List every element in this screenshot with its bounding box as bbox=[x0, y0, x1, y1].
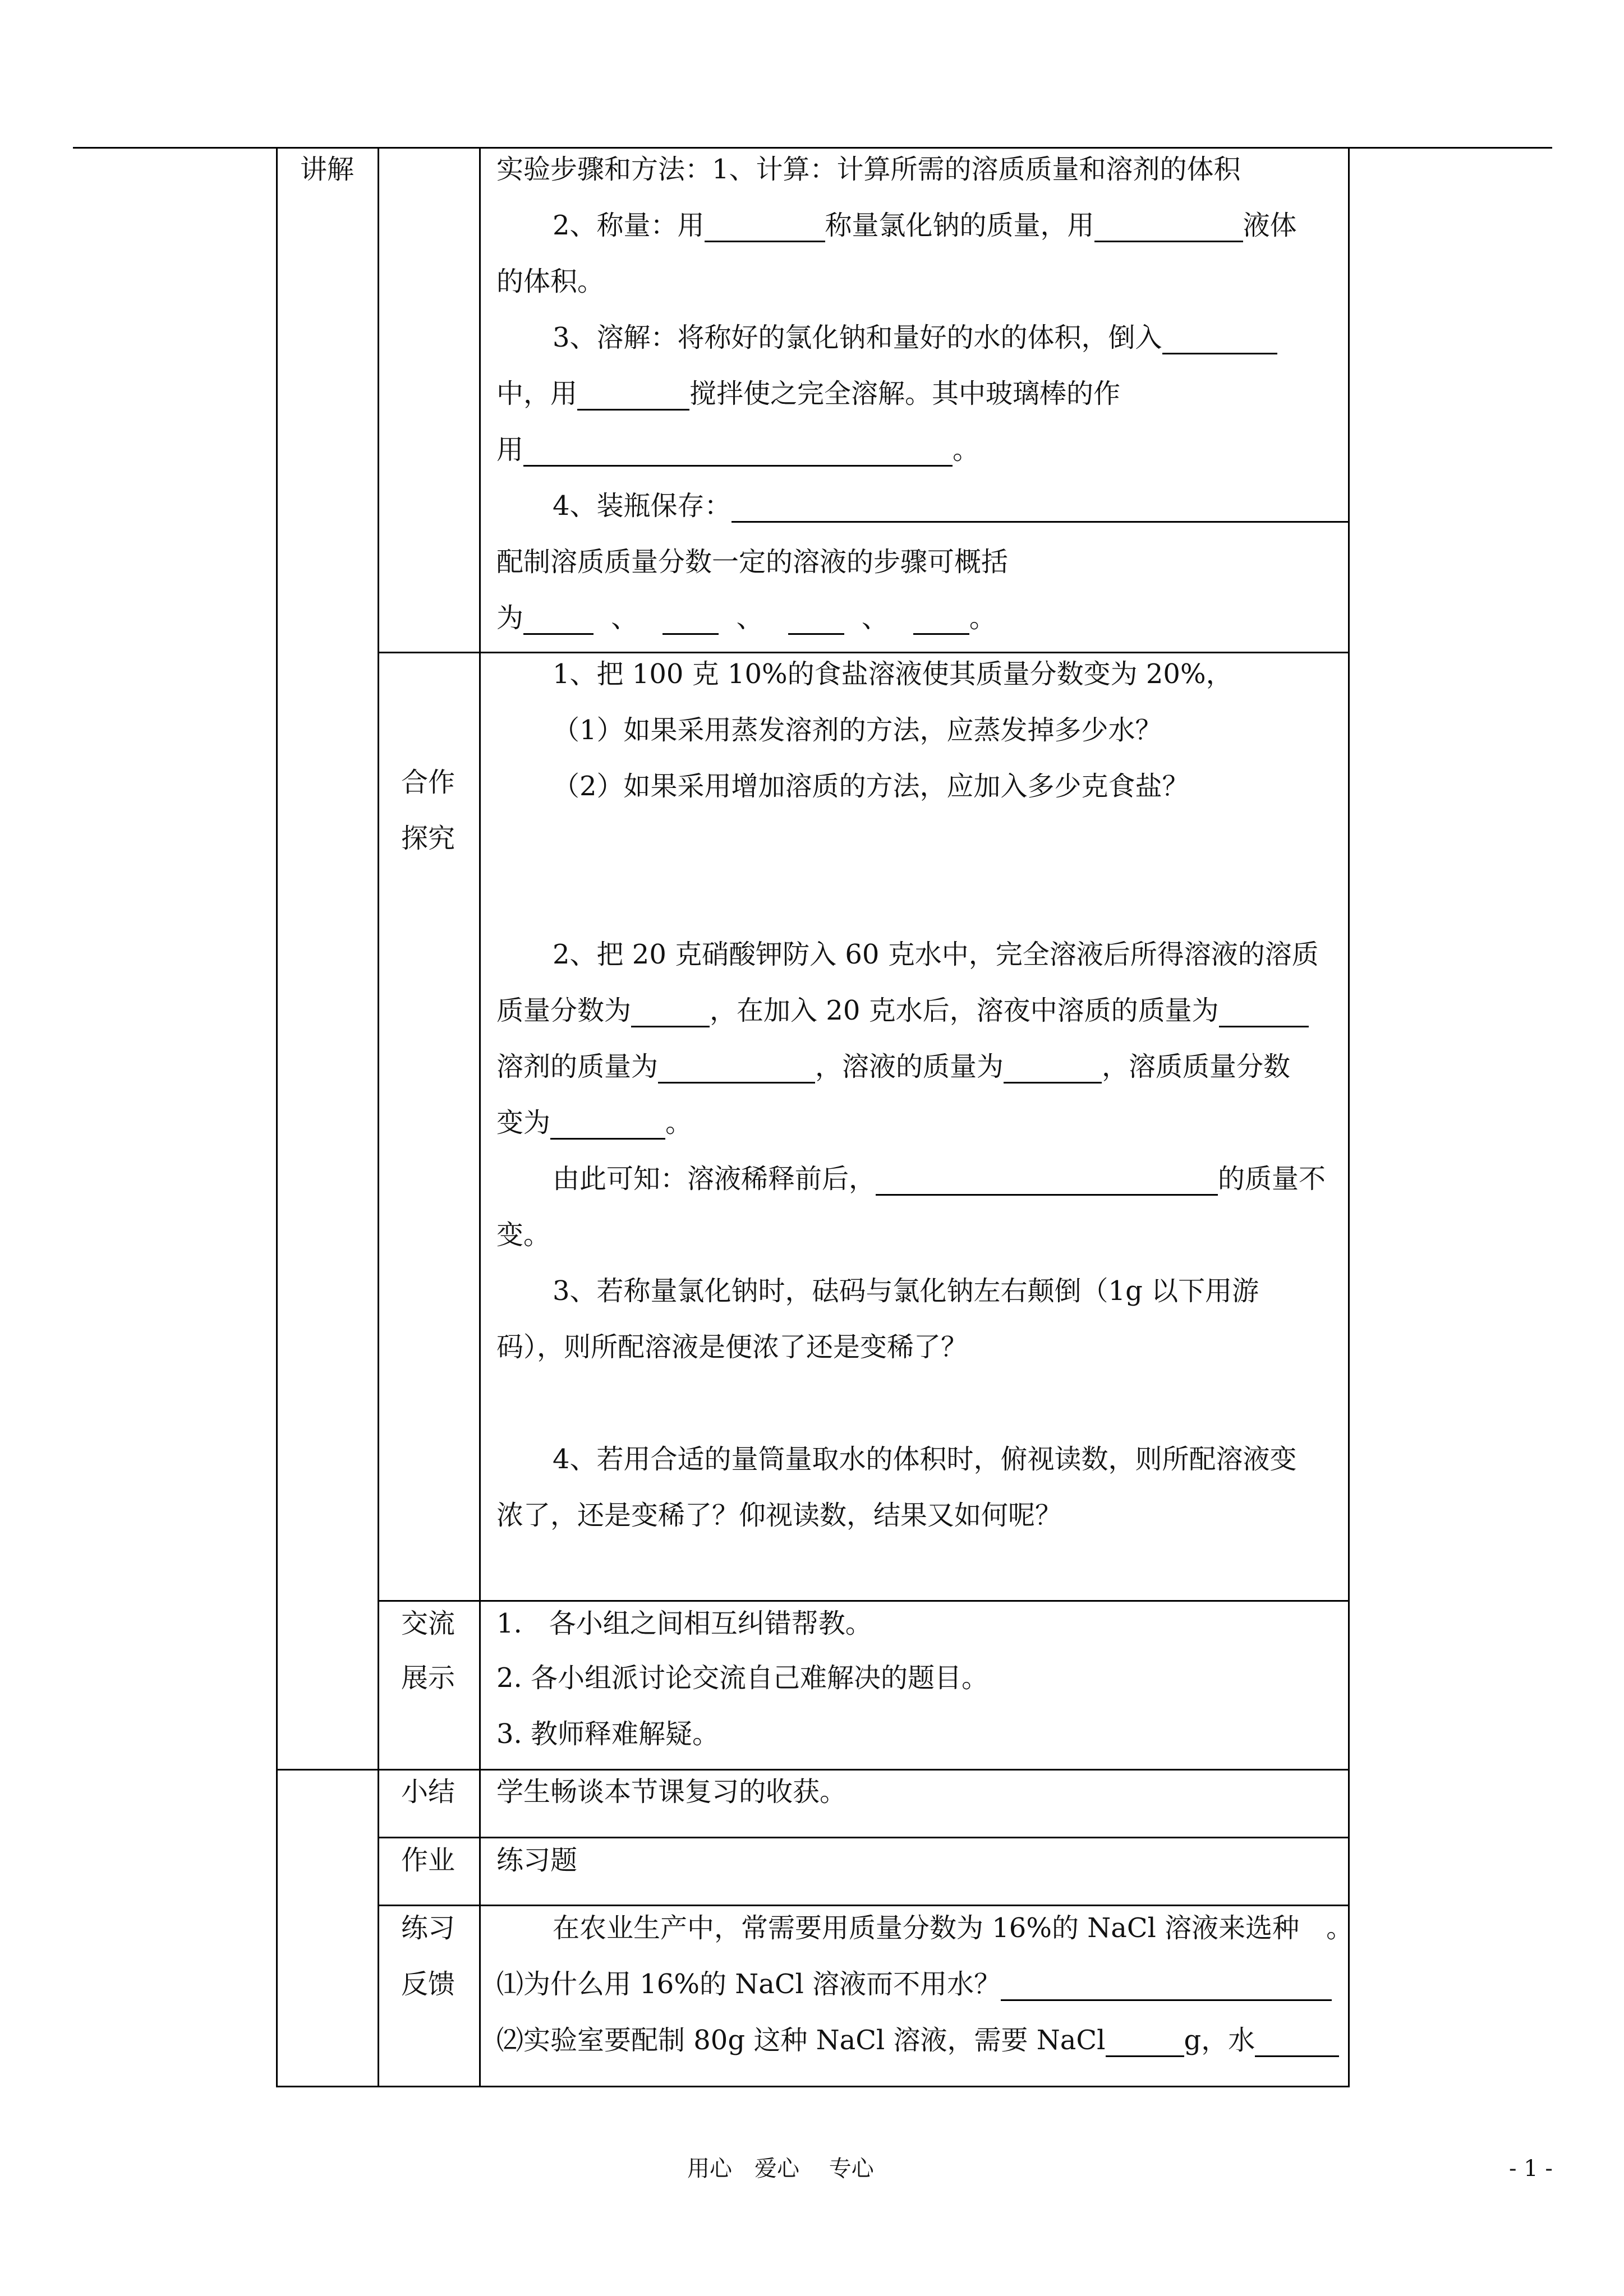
blank-water-mass[interactable] bbox=[1255, 2027, 1339, 2057]
blank-step-1[interactable] bbox=[523, 605, 594, 635]
row-divider-1 bbox=[378, 652, 1350, 653]
blank-solution-mass[interactable] bbox=[1004, 1054, 1102, 1084]
label-hezuo-1: 合作 bbox=[401, 767, 456, 798]
step-dissolve: 3、溶解：将称好的氯化钠和量好的水的体积，倒入 bbox=[553, 321, 1277, 354]
question-1b: （2）如果采用增加溶质的方法，应加入多少克食盐？ bbox=[553, 771, 1189, 802]
header-rule bbox=[73, 147, 1552, 149]
blank-measure-tool[interactable] bbox=[1094, 213, 1243, 242]
table-col2-border bbox=[479, 147, 481, 2087]
feedback-q1: ⑴为什么用 16%的 NaCl 溶液而不用水？ bbox=[496, 1967, 1332, 2001]
blank-invariant[interactable] bbox=[876, 1166, 1218, 1196]
question-2b: 质量分数为 ，在加入 20 克水后，溶夜中溶质的质量为 bbox=[496, 994, 1309, 1027]
question-2d: 变为 。 bbox=[496, 1107, 693, 1138]
question-3a: 3、若称量氯化钠时，砝码与氯化钠左右颠倒（1g 以下用游 bbox=[553, 1275, 1259, 1307]
blank-mass-fraction[interactable] bbox=[631, 998, 710, 1027]
feedback-intro: 在农业生产中，常需要用质量分数为 16%的 NaCl 溶液来选种 。 bbox=[553, 1912, 1354, 1944]
label-jiangjie: 讲解 bbox=[300, 154, 355, 185]
exchange-item-1: 1. 各小组之间相互纠错帮教。 bbox=[496, 1608, 872, 1639]
question-2c: 溶剂的质量为 ，溶液的质量为 ，溶质质量分数 bbox=[496, 1051, 1291, 1082]
row-divider-3 bbox=[276, 1769, 1350, 1771]
question-1: 1、把 100 克 10%的食盐溶液使其质量分数变为 20%， bbox=[553, 658, 1233, 690]
blank-step-3[interactable] bbox=[788, 605, 844, 635]
step-dissolve-role: 用 。 bbox=[496, 434, 980, 465]
homework-text: 练习题 bbox=[496, 1845, 578, 1876]
step-weigh: 2、称量：用 称量氯化钠的质量，用 液体 bbox=[553, 210, 1297, 241]
table-col1-border bbox=[378, 147, 379, 2087]
blank-new-fraction[interactable] bbox=[550, 1110, 665, 1140]
label-jiaoliu-2: 展示 bbox=[401, 1662, 456, 1694]
blank-step-2[interactable] bbox=[663, 605, 719, 635]
label-jiaoliu-1: 交流 bbox=[401, 1608, 456, 1639]
blank-why-nacl[interactable] bbox=[1001, 1971, 1332, 2001]
label-hezuo-2: 探究 bbox=[401, 823, 456, 854]
footer-motto: 用心 爱心 专心 bbox=[687, 2156, 874, 2182]
question-3b: 码），则所配溶液是便浓了还是变稀了？ bbox=[496, 1331, 968, 1363]
steps-summary: 配制溶质质量分数一定的溶液的步骤可概括 bbox=[496, 546, 1009, 578]
question-2: 2、把 20 克硝酸钾防入 60 克水中，完全溶液后所得溶液的溶质 bbox=[553, 939, 1319, 970]
blank-stir-tool[interactable] bbox=[577, 381, 689, 411]
step-weigh-cont: 的体积。 bbox=[496, 266, 605, 297]
question-2e: 由此可知：溶液稀释前后， 的质量不 bbox=[553, 1163, 1326, 1195]
label-zuoye: 作业 bbox=[401, 1845, 456, 1876]
step-intro: 实验步骤和方法：1、计算：计算所需的溶质质量和溶剂的体积 bbox=[496, 154, 1241, 185]
label-lianxi-1: 练习 bbox=[401, 1912, 456, 1944]
page-number: - 1 - bbox=[1509, 2156, 1553, 2182]
question-1a: （1）如果采用蒸发溶剂的方法，应蒸发掉多少水？ bbox=[553, 714, 1162, 746]
exchange-item-2: 2. 各小组派讨论交流自己难解决的题目。 bbox=[496, 1662, 989, 1694]
row-divider-4 bbox=[378, 1837, 1350, 1838]
row-divider-2 bbox=[378, 1600, 1350, 1602]
row-divider-5 bbox=[378, 1905, 1350, 1906]
steps-summary-blanks: 为 、 、 、 。 bbox=[496, 602, 996, 634]
blank-nacl-mass[interactable] bbox=[1106, 2027, 1184, 2057]
table-right-border bbox=[1348, 147, 1350, 2087]
question-2f: 变。 bbox=[496, 1219, 551, 1251]
blank-solute-mass[interactable] bbox=[1219, 998, 1309, 1027]
blank-container[interactable] bbox=[1162, 325, 1277, 354]
table-bottom-border bbox=[276, 2086, 1350, 2087]
label-lianxi-2: 反馈 bbox=[401, 1968, 456, 2000]
exchange-item-3: 3. 教师释难解疑。 bbox=[496, 1718, 720, 1750]
feedback-q2: ⑵实验室要配制 80g 这种 NaCl 溶液，需要 NaCl g，水 bbox=[496, 2023, 1339, 2057]
blank-solvent-mass[interactable] bbox=[658, 1054, 815, 1084]
step-store: 4、装瓶保存： bbox=[553, 489, 1349, 523]
step-dissolve-cont: 中，用 搅拌使之完全溶解。其中玻璃棒的作 bbox=[496, 378, 1121, 409]
blank-weigh-tool[interactable] bbox=[705, 213, 825, 242]
question-4a: 4、若用合适的量筒量取水的体积时，俯视读数，则所配溶液变 bbox=[553, 1444, 1297, 1475]
table-left-border bbox=[276, 147, 278, 2087]
blank-glass-rod-role[interactable] bbox=[523, 437, 953, 467]
blank-store[interactable] bbox=[732, 493, 1349, 523]
label-xiaojie: 小结 bbox=[401, 1776, 456, 1808]
question-4b: 浓了，还是变稀了？仰视读数，结果又如何呢？ bbox=[496, 1500, 1062, 1531]
summary-text: 学生畅谈本节课复习的收获。 bbox=[496, 1776, 847, 1808]
blank-step-4[interactable] bbox=[913, 605, 969, 635]
